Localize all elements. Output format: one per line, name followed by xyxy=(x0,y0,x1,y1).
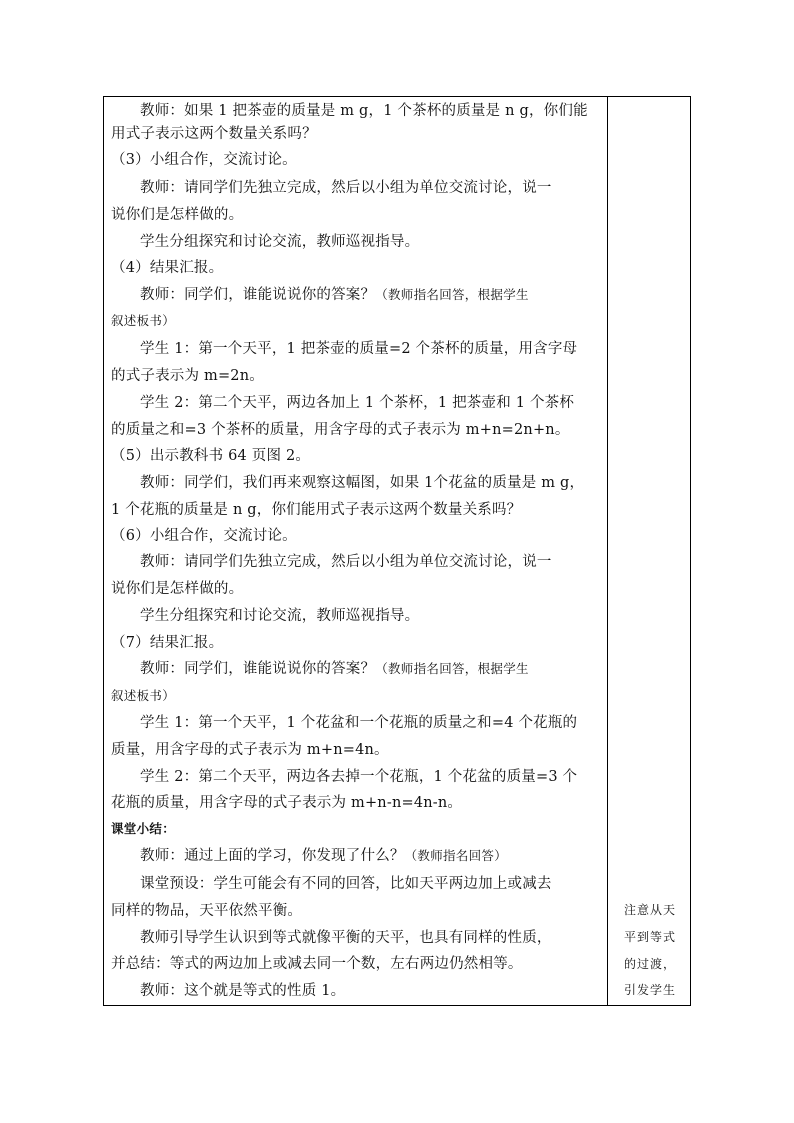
side-note-line: 平到等式 xyxy=(623,930,676,944)
text-line xyxy=(140,659,601,679)
text-line xyxy=(140,928,601,948)
text-line xyxy=(111,686,601,706)
text-line xyxy=(140,393,601,413)
text-line xyxy=(140,846,601,866)
text-line xyxy=(111,526,601,546)
text-line xyxy=(111,793,601,813)
text-line xyxy=(111,446,601,466)
text-line xyxy=(111,740,601,760)
line-text: 教师：请同学们先独立完成，然后以小组为单位交流讨论，说一 xyxy=(140,180,552,196)
text-line xyxy=(111,150,601,170)
section-heading: 课堂小结： xyxy=(111,821,176,836)
line-text: 质量，用含字母的式子表示为 m+n=4n。 xyxy=(111,742,389,758)
line-text: 学生 1：第一个天平，1 把茶壶的质量=2 个茶杯的质量，用含字母 xyxy=(140,341,578,357)
text-line xyxy=(140,473,601,493)
line-text: （7）结果汇报。 xyxy=(111,635,224,651)
line-text: 用式子表示这两个数量关系吗？ xyxy=(111,126,317,142)
line-text: （5）出示教科书 64 页图 2。 xyxy=(111,448,311,464)
text-line xyxy=(111,205,601,225)
text-line xyxy=(140,178,601,198)
text-line xyxy=(111,366,601,386)
side-notes-cell xyxy=(608,97,691,1005)
line-text: 同样的物品，天平依然平衡。 xyxy=(111,903,303,919)
side-note-line: 引发学生 xyxy=(623,983,676,997)
line-text: 学生 2：第二个天平，两边各去掉一个花瓶，1 个花盆的质量=3 个 xyxy=(140,769,578,785)
lesson-table xyxy=(103,96,691,1006)
line-annotation: （教师指名回答，根据学生 xyxy=(375,287,529,302)
text-line xyxy=(111,124,601,144)
line-text: 教师：如果 1 把茶壶的质量是 m g，1 个茶杯的质量是 n g，你们能 xyxy=(140,103,588,119)
line-text: （6）小组合作，交流讨论。 xyxy=(111,528,297,544)
text-line xyxy=(111,258,601,278)
line-text: 的式子表示为 m=2n。 xyxy=(111,368,264,384)
line-text: 并总结：等式的两边加上或减去同一个数，左右两边仍然相等。 xyxy=(111,956,523,972)
text-line xyxy=(140,874,601,894)
line-annotation: （教师指名回答，根据学生 xyxy=(375,661,529,676)
line-text: 学生 2：第二个天平，两边各加上 1 个茶杯，1 把茶壶和 1 个茶杯 xyxy=(140,395,575,411)
line-text: 学生分组探究和讨论交流，教师巡视指导。 xyxy=(140,608,420,624)
line-text: 学生 1：第一个天平，1 个花盆和一个花瓶的质量之和=4 个花瓶的 xyxy=(140,715,578,731)
text-line xyxy=(140,981,601,1001)
text-line xyxy=(111,954,601,974)
text-line xyxy=(140,713,601,733)
text-line xyxy=(111,579,601,599)
text-line xyxy=(140,767,601,787)
side-note-line: 的过渡， xyxy=(623,957,676,971)
text-line xyxy=(111,633,601,653)
line-text: 课堂预设：学生可能会有不同的回答，比如天平两边加上或减去 xyxy=(140,876,552,892)
line-text: 教师：同学们，我们再来观察这幅图，如果 1个花盆的质量是 m g， xyxy=(140,475,585,491)
line-text: （3）小组合作，交流讨论。 xyxy=(111,152,297,168)
line-text: 学生分组探究和讨论交流，教师巡视指导。 xyxy=(140,234,420,250)
text-line xyxy=(140,606,601,626)
text-line xyxy=(140,552,601,572)
text-line xyxy=(111,500,601,520)
text-line xyxy=(111,819,601,839)
side-note-line: 注意从天 xyxy=(623,903,676,917)
text-line xyxy=(140,232,601,252)
line-text: 花瓶的质量，用含字母的式子表示为 m+n-n=4n-n。 xyxy=(111,795,463,811)
text-line xyxy=(111,420,601,440)
line-text: 教师引导学生认识到等式就像平衡的天平，也具有同样的性质， xyxy=(140,930,552,946)
text-line xyxy=(140,339,601,359)
line-annotation: （教师指名回答） xyxy=(404,848,508,863)
line-text: 的质量之和=3 个茶杯的质量，用含字母的式子表示为 m+n=2n+n。 xyxy=(111,422,570,438)
line-text: 教师：同学们，谁能说说你的答案？ xyxy=(140,661,376,677)
text-line xyxy=(111,901,601,921)
line-text: 1 个花瓶的质量是 n g，你们能用式子表示这两个数量关系吗？ xyxy=(111,502,522,518)
line-annotation: 叙述板书） xyxy=(111,688,176,703)
text-line xyxy=(111,311,601,331)
text-line xyxy=(140,101,601,121)
line-text: 教师：同学们，谁能说说你的答案？ xyxy=(140,287,376,303)
line-text: 说你们是怎样做的。 xyxy=(111,581,244,597)
main-content-cell xyxy=(104,97,607,1005)
line-text: （4）结果汇报。 xyxy=(111,260,224,276)
line-text: 教师：这个就是等式的性质 1。 xyxy=(140,983,346,999)
line-text: 说你们是怎样做的。 xyxy=(111,207,244,223)
text-line xyxy=(140,285,601,305)
line-text: 教师：请同学们先独立完成，然后以小组为单位交流讨论，说一 xyxy=(140,554,552,570)
line-annotation: 叙述板书） xyxy=(111,313,176,328)
line-text: 教师：通过上面的学习，你发现了什么？ xyxy=(140,848,405,864)
